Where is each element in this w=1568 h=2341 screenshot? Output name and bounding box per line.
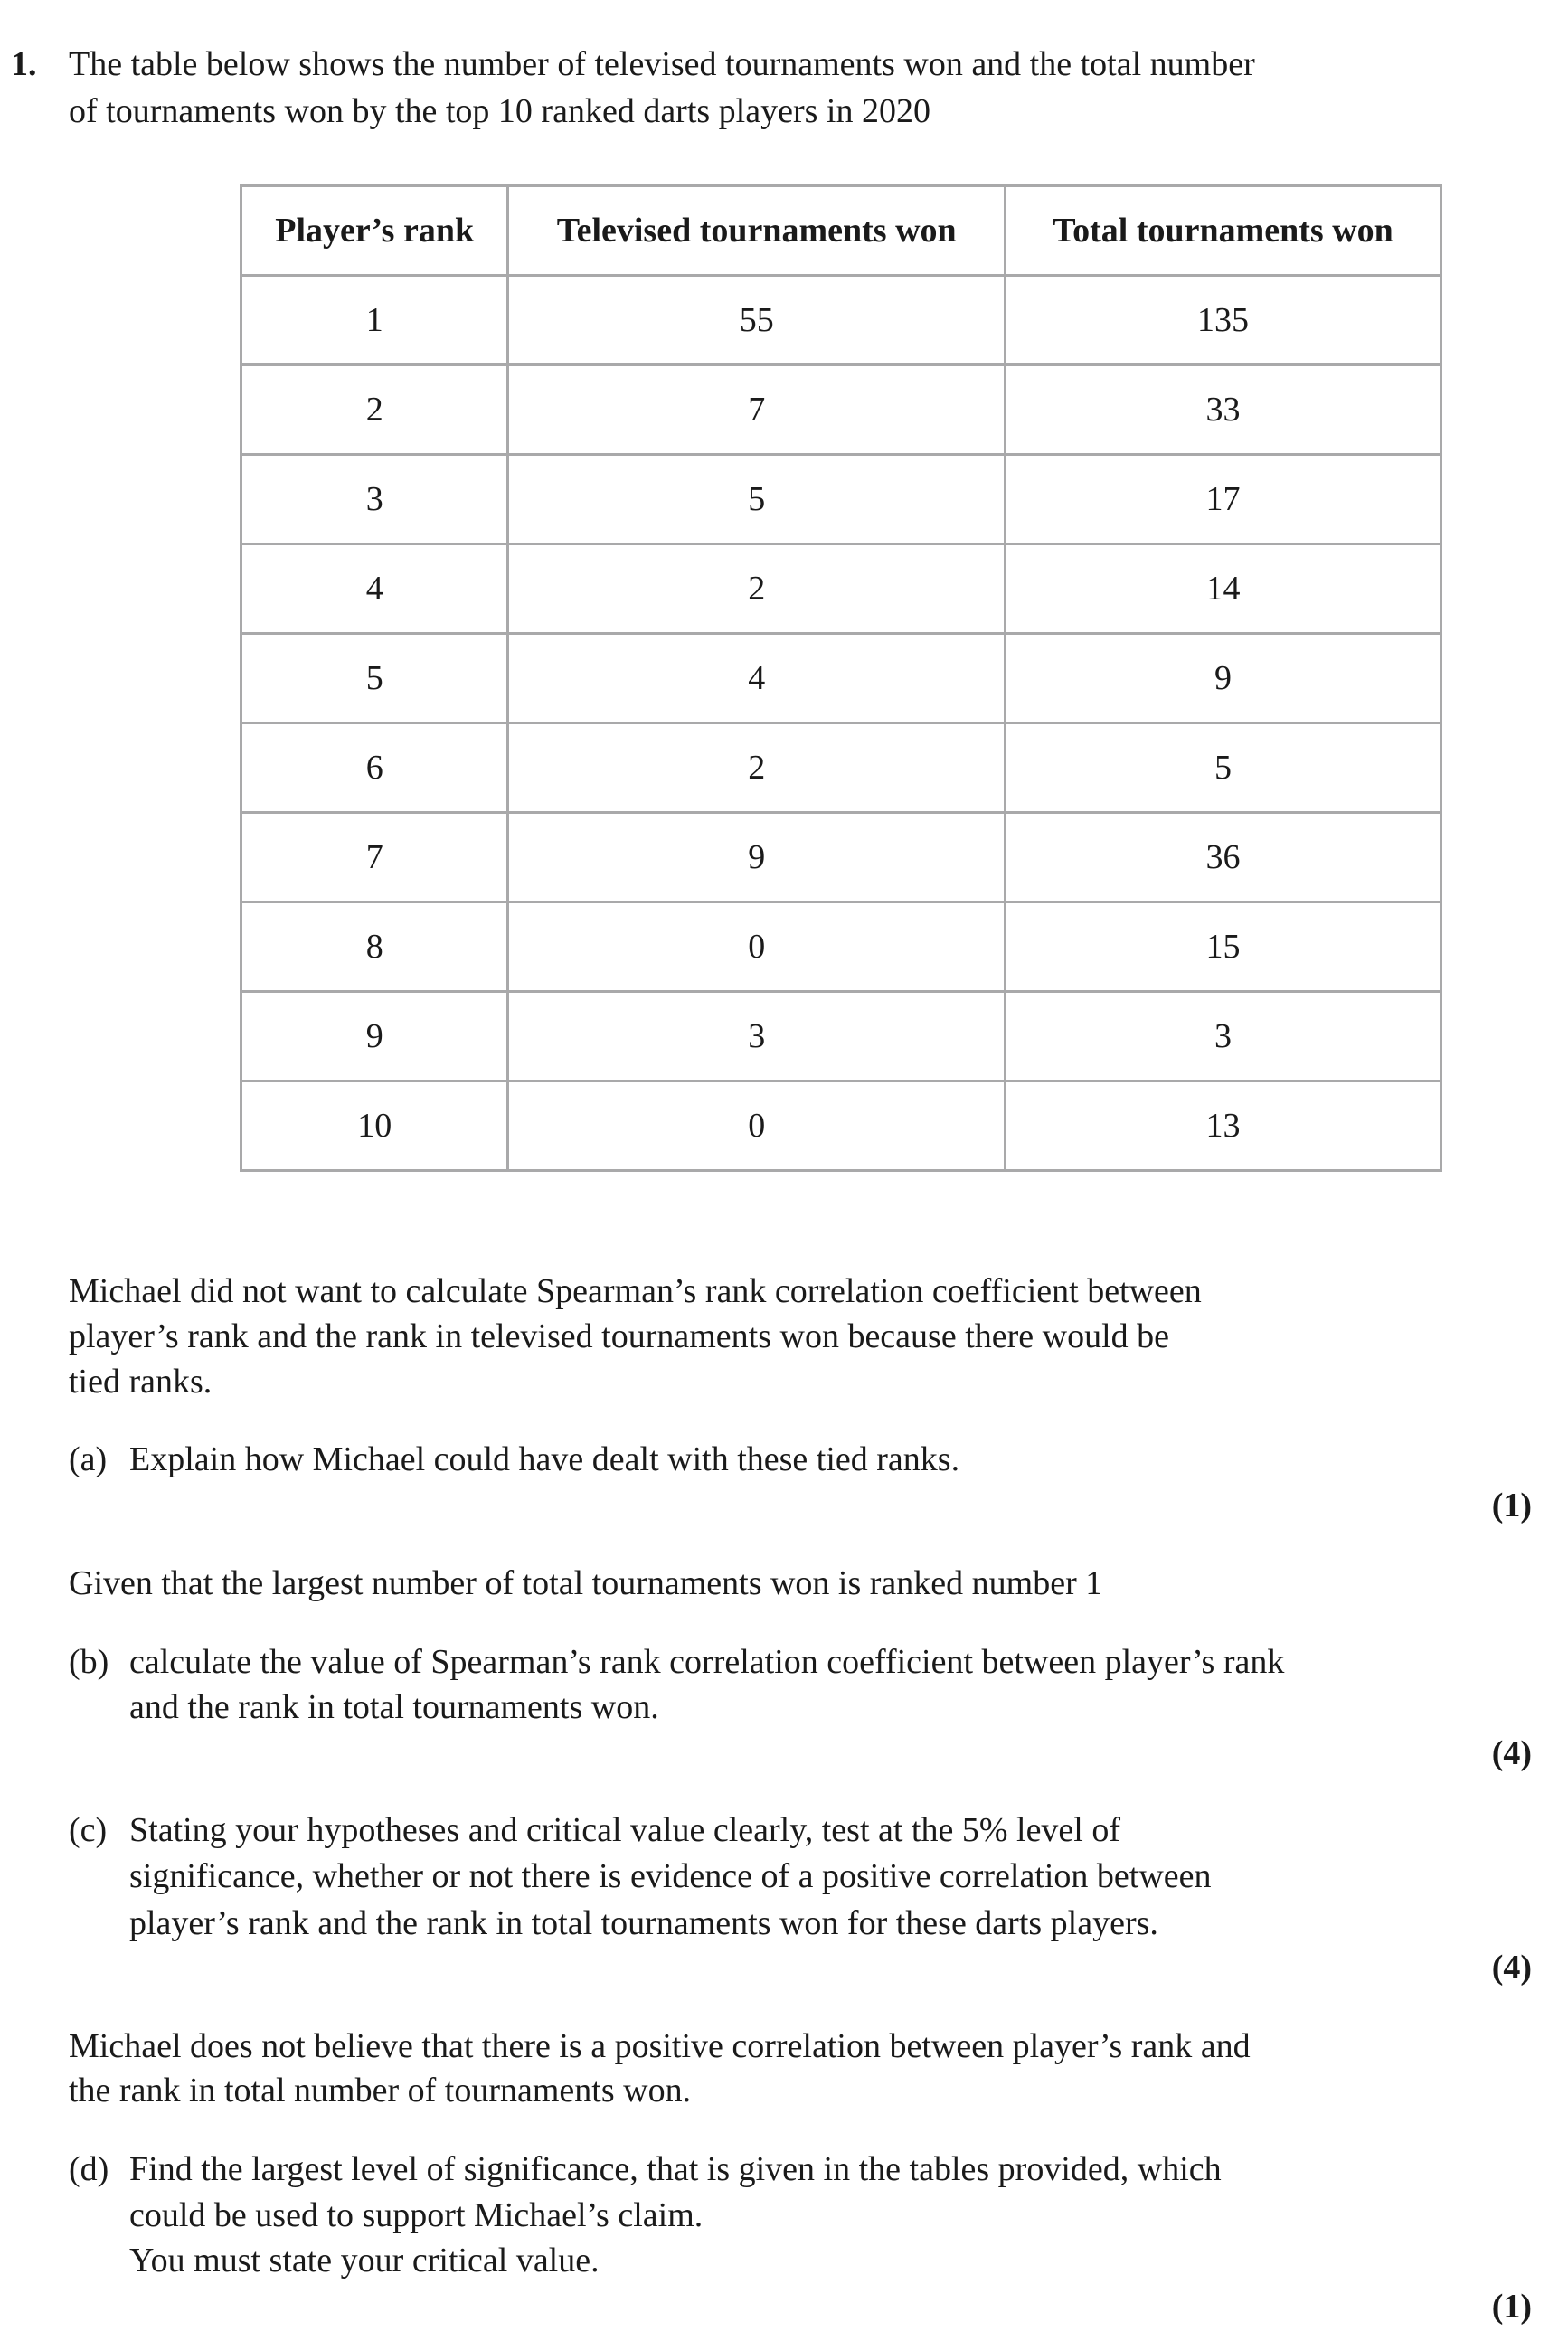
header-rank: Player’s rank — [241, 186, 508, 276]
cell-televised: 3 — [508, 992, 1006, 1081]
part-c-text: Stating your hypotheses and critical value clearly, test at the 5% level of — [129, 1811, 1121, 1849]
cell-televised: 5 — [508, 455, 1006, 544]
cell-total: 15 — [1006, 902, 1441, 992]
part-b-marks: (4) — [1491, 1734, 1532, 1772]
table-row — [241, 455, 1441, 544]
header-televised: Televised tournaments won — [508, 186, 1006, 276]
part-a-marks: (1) — [1491, 1487, 1532, 1524]
cell-televised: 9 — [508, 813, 1006, 902]
question-number: 1. — [11, 45, 37, 83]
table-row — [241, 902, 1441, 992]
table-row — [241, 813, 1441, 902]
table-row — [241, 276, 1441, 365]
table-row — [241, 365, 1441, 455]
para1-line: Michael did not want to calculate Spearman’s rank correlation coefficient between — [69, 1272, 1202, 1310]
cell-rank: 4 — [241, 544, 508, 634]
part-c-label: (c) — [69, 1811, 108, 1849]
part-b-text: calculate the value of Spearman’s rank correlation coefficient between player’s rank — [129, 1643, 1285, 1681]
part-d-text: Find the largest level of significance, that is given in the tables provided, which — [129, 2150, 1222, 2188]
table-row — [241, 992, 1441, 1081]
table-header-row — [241, 186, 1441, 276]
intro-line: of tournaments won by the top 10 ranked darts players in 2020 — [69, 92, 930, 130]
cell-rank: 3 — [241, 455, 508, 544]
intro-line: The table below shows the number of televised tournaments won and the total number — [69, 45, 1255, 83]
part-d-label: (d) — [69, 2150, 109, 2188]
table-row — [241, 1081, 1441, 1171]
part-c-text: player’s rank and the rank in total tournaments won for these darts players. — [129, 1904, 1158, 1942]
part-a-label: (a) — [69, 1440, 108, 1478]
cell-total: 3 — [1006, 992, 1441, 1081]
cell-televised: 7 — [508, 365, 1006, 455]
part-b-label: (b) — [69, 1643, 109, 1681]
table-row — [241, 634, 1441, 723]
cell-rank: 6 — [241, 723, 508, 813]
cell-televised: 0 — [508, 1081, 1006, 1171]
para3-line: Michael does not believe that there is a positive correlation between player’s rank and — [69, 2027, 1251, 2065]
part-b-text: and the rank in total tournaments won. — [129, 1688, 659, 1726]
table-row — [241, 544, 1441, 634]
part-c-text: significance, whether or not there is evidence of a positive correlation between — [129, 1857, 1212, 1895]
cell-total: 36 — [1006, 813, 1441, 902]
cell-rank: 8 — [241, 902, 508, 992]
para1-line: player’s rank and the rank in televised tournaments won because there would be — [69, 1317, 1170, 1355]
cell-total: 13 — [1006, 1081, 1441, 1171]
part-a-text: Explain how Michael could have dealt with these tied ranks. — [129, 1440, 960, 1478]
cell-total: 5 — [1006, 723, 1441, 813]
cell-televised: 4 — [508, 634, 1006, 723]
part-d-marks: (1) — [1491, 2288, 1532, 2326]
cell-rank: 9 — [241, 992, 508, 1081]
cell-rank: 1 — [241, 276, 508, 365]
cell-rank: 7 — [241, 813, 508, 902]
para1-line: tied ranks. — [69, 1363, 213, 1401]
part-d-text: You must state your critical value. — [129, 2242, 600, 2280]
cell-total: 14 — [1006, 544, 1441, 634]
cell-total: 9 — [1006, 634, 1441, 723]
cell-rank: 10 — [241, 1081, 508, 1171]
cell-total: 33 — [1006, 365, 1441, 455]
cell-total: 17 — [1006, 455, 1441, 544]
cell-rank: 2 — [241, 365, 508, 455]
header-total: Total tournaments won — [1006, 186, 1441, 276]
cell-televised: 2 — [508, 544, 1006, 634]
cell-rank: 5 — [241, 634, 508, 723]
para3-line: the rank in total number of tournaments won. — [69, 2072, 692, 2110]
para2: Given that the largest number of total tournaments won is ranked number 1 — [69, 1564, 1103, 1602]
cell-televised: 55 — [508, 276, 1006, 365]
data-table — [240, 184, 1442, 1172]
cell-total: 135 — [1006, 276, 1441, 365]
cell-televised: 2 — [508, 723, 1006, 813]
cell-televised: 0 — [508, 902, 1006, 992]
part-c-marks: (4) — [1491, 1949, 1532, 1987]
part-d-text: could be used to support Michael’s claim. — [129, 2196, 704, 2234]
table-row — [241, 723, 1441, 813]
